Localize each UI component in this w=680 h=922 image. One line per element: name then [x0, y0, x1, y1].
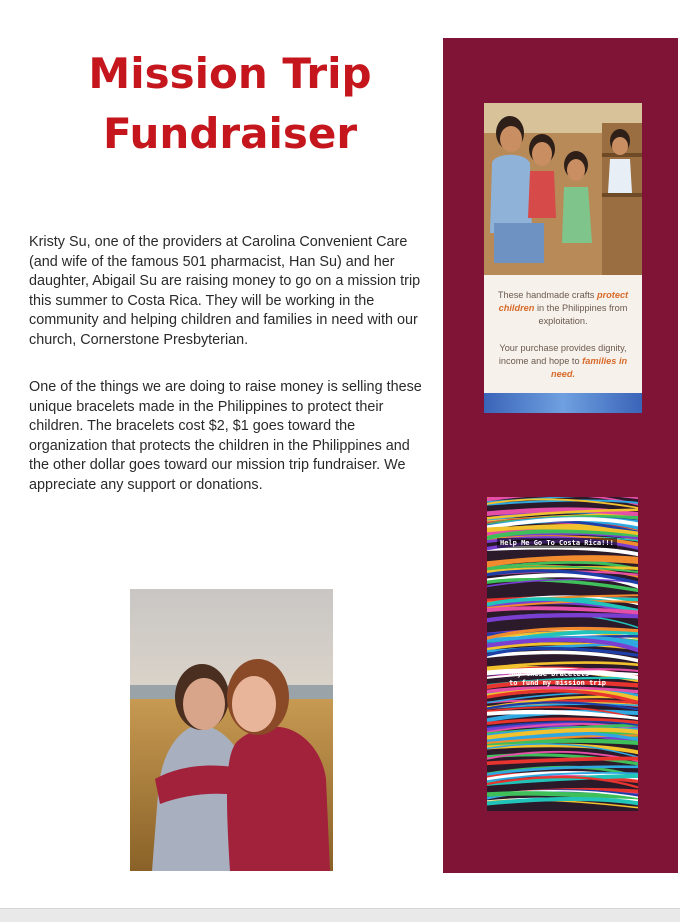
title-line-1: Mission Trip	[88, 49, 372, 98]
bracelet-caption-mid-1: Buy these bracelets	[509, 670, 590, 678]
flyer-accent-families: families in need.	[551, 356, 628, 379]
intro-paragraph: Kristy Su, one of the providers at Carolina Convenient Care (and wife of the famous 501 pharmacist, Han Su) and her daughter, Abigail Su are raising money to go on a mission trip this summer to Costa Rica. They will be working in the community and helping children and families in need with our church, Cornerstone Presbyterian.	[29, 234, 421, 348]
title-line-2: Fundraiser	[102, 109, 358, 158]
crafts-flyer	[484, 103, 642, 413]
thread	[487, 745, 638, 754]
children-photo	[484, 103, 642, 275]
mother-daughter-photo	[130, 589, 333, 871]
thread	[487, 799, 638, 805]
bracelet-caption-mid-2: to fund my mission trip	[509, 679, 606, 687]
bracelet-paragraph: One of the things we are doing to raise money is selling these unique bracelets made in the Philippines to protect their children. The bracelets cost $2, $1 goes toward the organization that protects the children in the Philippines and the other dollar goes toward our mission trip fundraiser. We appreciate any support or donations.	[29, 379, 422, 493]
bracelets-photo	[487, 497, 638, 811]
bracelet-caption-top: Help Me Go To Costa Rica!!!	[497, 538, 617, 548]
flyer-accent-protect: protect children	[498, 290, 629, 313]
flyer-text-protect: These handmade crafts protect children in the Philippines from exploitation.	[497, 290, 629, 326]
page-bottom-edge	[0, 908, 680, 922]
page-title	[40, 44, 420, 164]
flyer-blue-bar	[484, 393, 642, 413]
thread	[487, 548, 638, 557]
flyer-text-purchase: Your purchase provides dignity, income and hope to families in need.	[498, 343, 628, 379]
